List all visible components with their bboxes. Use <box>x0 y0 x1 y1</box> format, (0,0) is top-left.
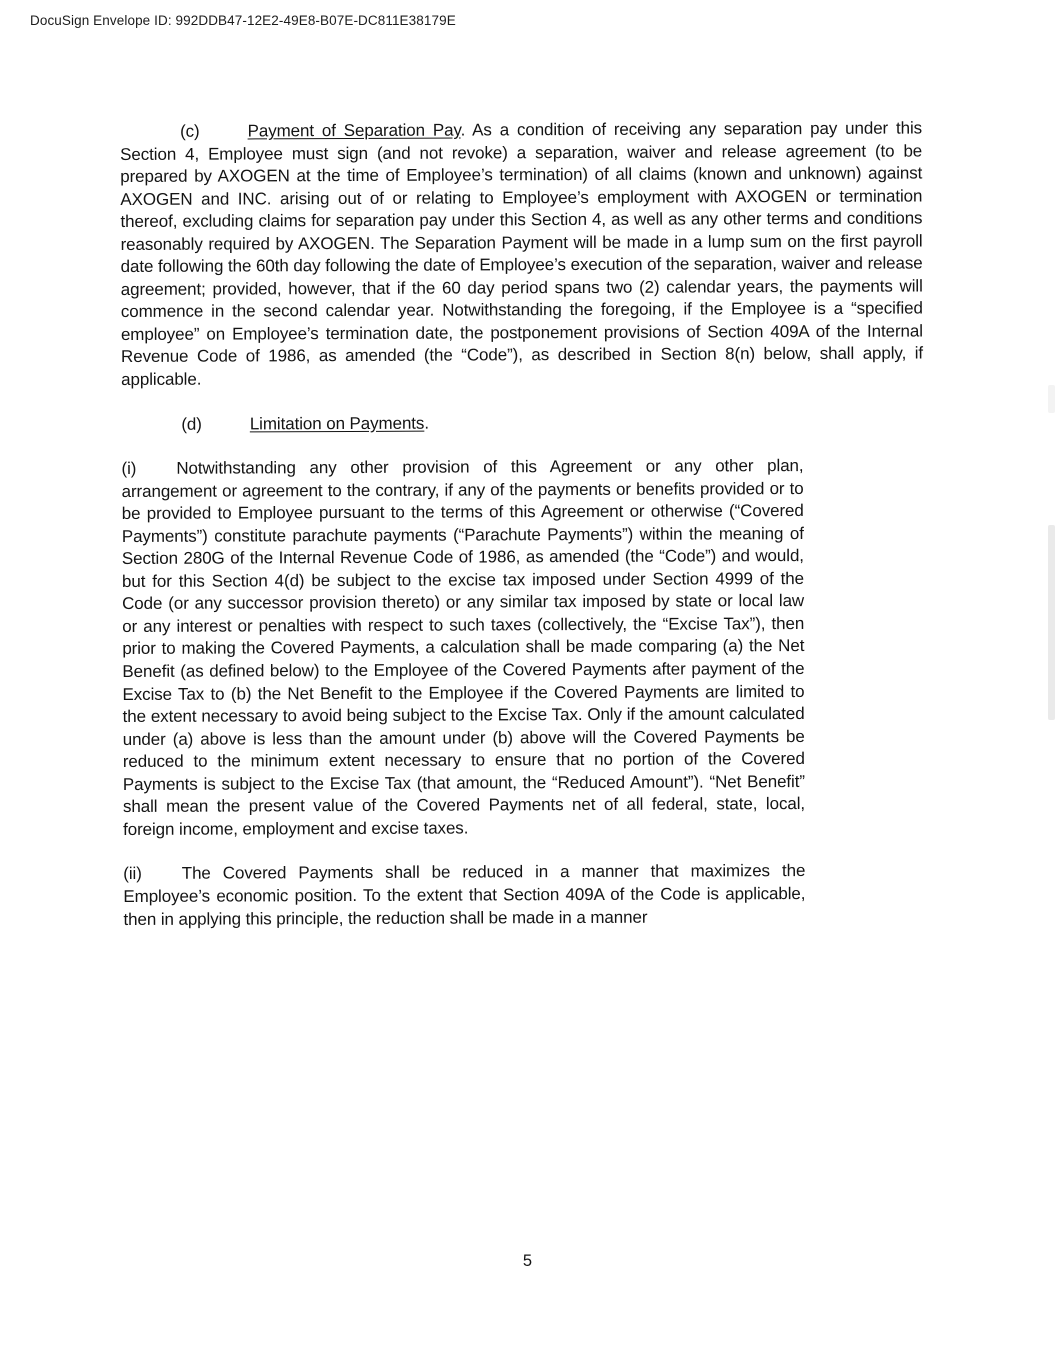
section-d-i-paragraph <box>121 455 805 841</box>
section-d-ii-body: The Covered Payments shall be reduced in a manner that maximizes the Employee’s economic position. To the extent that Section 409A of the Code is applicable, then in applying this principle, the reduction shall be made in a manner <box>123 861 806 929</box>
page-number: 5 <box>522 1252 533 1270</box>
section-d-ii-paragraph <box>123 860 805 931</box>
scan-edge-artifact <box>1048 385 1055 413</box>
section-c-label: (c) <box>180 121 200 141</box>
section-d-i-body: Notwithstanding any other provision of this Agreement or any other plan, arrangement or agreement to the contrary, if any of the payments or benefits provided or to be provided to Employee pursuant to the terms of this Agreement or otherwise (“Covered Payments”) constitute parachute payments (“Parachute Payments”) within the meaning of Section 280G of the Internal Revenue Code of 1986, as amended (the “Code”) and would, but for this Section 4(d) be subject to the excise tax imposed under Section 4999 of the Code (or any successor provision thereto) or any similar tax imposed by state or local law or any interest or penalties with respect to such taxes (collectively, the “Excise Tax”), then prior to making the Covered Payments, a calculation shall be made comparing (a) the Net Benefit (as defined below) to the Employee of the Covered Payments after payment of the Excise Tax to (b) the Net Benefit to the Employee if the Covered Payments are limited to the extent necessary to avoid being subject to the Excise Tax. Only if the amount calculated under (a) above is less than the amount under (b) above will the Covered Payments be reduced to the minimum extent necessary to ensure that no portion of the Covered Payments is subject to the Excise Tax (that amount, the “Reduced Amount”). “Net Benefit” shall mean the present value of the Covered Payments net of all federal, state, local, foreign income, employment and excise taxes. <box>121 456 806 839</box>
section-d-heading <box>121 410 923 436</box>
document-content <box>120 118 926 954</box>
scan-edge-artifact <box>1048 525 1055 720</box>
section-d-ii-label: (ii) <box>123 864 142 884</box>
section-d-title-period: . <box>424 413 429 433</box>
section-d-label: (d) <box>181 414 202 434</box>
section-d-title: Limitation on Payments <box>249 413 425 433</box>
section-c-title: Payment of Separation Pay <box>247 120 461 141</box>
docusign-envelope-id: DocuSign Envelope ID: 992DDB47-12E2-49E8-B07E-DC811E38179E <box>30 13 456 28</box>
section-c-paragraph <box>120 118 923 392</box>
section-d-i-label: (i) <box>121 459 137 479</box>
section-c-body: . As a condition of receiving any separation pay under this Section 4, Employee must sign (and not revoke) a separation, waiver and release agreement (to be prepared by AXOGEN at the time of Employee’s termination) of all claims (known and unknown) against AXOGEN and INC. arising out of or relating to Employee’s employment with AXOGEN or termination thereof, excluding claims for separation pay under this Section 4, as well as any other terms and conditions reasonably required by AXOGEN. The Separation Payment will be made in a lump sum on the first payroll date following the 60th day following the date of Employee’s execution of the separation, waiver and release agreement; provided, however, that if the 60 day period spans two (2) calendar years, the payments will commence in the second calendar year. Notwithstanding the foregoing, if the Employee is a “specified employee” on Employee’s termination date, the postponement provisions of Section 409A of the Internal Revenue Code of 1986, as amended (the “Code”), as described in Section 8(n) below, shall apply, if applicable. <box>120 118 924 390</box>
